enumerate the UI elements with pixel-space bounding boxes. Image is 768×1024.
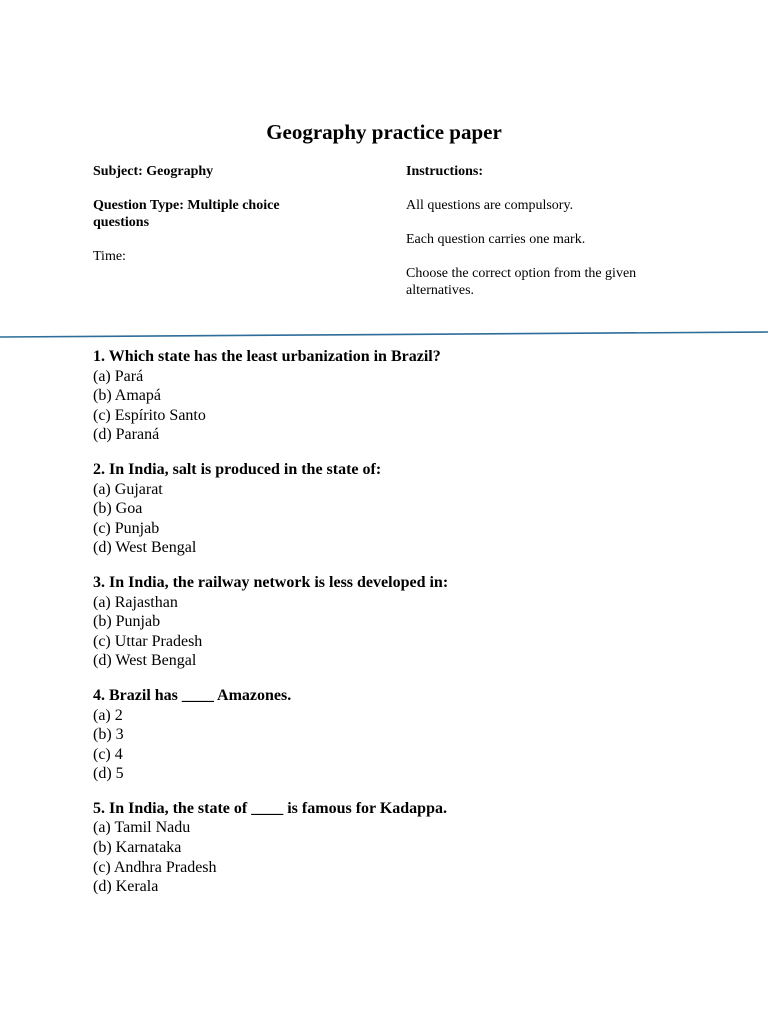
question-item — [93, 686, 733, 784]
answer-option: (a) Rajasthan — [93, 593, 178, 611]
question-text: 1. Which state has the least urbanization in Brazil? — [93, 348, 441, 365]
time-label: Time: — [93, 249, 126, 264]
page-title: Geography practice paper — [266, 120, 502, 144]
question-list — [93, 347, 733, 912]
answer-option: (b) 3 — [93, 726, 124, 744]
answer-option: (d) West Bengal — [93, 652, 197, 670]
answer-option: (a) Tamil Nadu — [93, 819, 191, 837]
answer-option: (a) Gujarat — [93, 480, 163, 498]
answer-option: (b) Amapá — [93, 387, 161, 405]
answer-option: (d) West Bengal — [93, 539, 197, 557]
question-text: 3. In India, the railway network is less developed in: — [93, 573, 449, 591]
question-text: 5. In India, the state of ____ is famous for Kadappa. — [93, 799, 447, 817]
answer-option: (d) 5 — [93, 765, 124, 783]
answer-option: (c) Espírito Santo — [93, 406, 206, 424]
section-divider — [0, 328, 768, 340]
instructions-panel — [406, 163, 696, 316]
answer-option: (c) 4 — [93, 745, 123, 763]
question-type-label: Question Type: Multiple choice questions — [93, 198, 280, 230]
instruction-item: All questions are compulsory. — [406, 198, 574, 213]
answer-option: (c) Uttar Pradesh — [93, 632, 203, 650]
question-item — [93, 573, 733, 671]
answer-option: (c) Punjab — [93, 519, 160, 537]
divider-line — [0, 332, 768, 337]
answer-option: (c) Andhra Pradesh — [93, 858, 217, 876]
paper-details — [93, 163, 323, 282]
question-item — [93, 347, 733, 445]
instruction-item: Choose the correct option from the given alternatives. — [406, 266, 637, 298]
question-item — [93, 460, 733, 558]
instructions-heading: Instructions: — [406, 164, 484, 179]
question-text: 2. In India, salt is produced in the state of: — [93, 460, 382, 478]
question-item — [93, 799, 733, 897]
subject-label: Subject: Geography — [93, 164, 214, 179]
answer-option: (a) 2 — [93, 706, 123, 724]
answer-option: (d) Kerala — [93, 878, 159, 896]
answer-option: (b) Punjab — [93, 613, 161, 631]
answer-option: (a) Pará — [93, 367, 144, 385]
answer-option: (d) Paraná — [93, 426, 160, 444]
question-text: 4. Brazil has ____ Amazones. — [93, 686, 292, 704]
answer-option: (b) Karnataka — [93, 839, 182, 857]
answer-option: (b) Goa — [93, 500, 143, 518]
instruction-item: Each question carries one mark. — [406, 232, 586, 247]
